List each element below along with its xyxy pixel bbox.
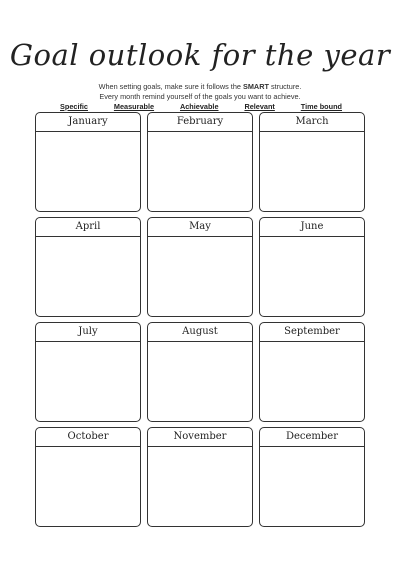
subtitle-text-end: structure. [268, 82, 302, 91]
month-label: October [36, 428, 140, 447]
smart-measurable: Measurable [113, 102, 155, 111]
month-box-december[interactable] [259, 427, 365, 527]
smart-relevant: Relevant [244, 102, 275, 111]
month-box-march[interactable] [259, 112, 365, 212]
month-label: March [260, 113, 364, 132]
month-box-june[interactable] [259, 217, 365, 317]
smart-criteria [60, 102, 342, 112]
month-label: May [148, 218, 252, 237]
month-box-september[interactable] [259, 322, 365, 422]
month-grid [35, 112, 365, 527]
month-label: November [148, 428, 252, 447]
month-box-january[interactable] [35, 112, 141, 212]
month-box-august[interactable] [147, 322, 253, 422]
subtitle-text: When setting goals, make sure it follows the [98, 82, 243, 91]
month-box-october[interactable] [35, 427, 141, 527]
month-label: April [36, 218, 140, 237]
month-label: August [148, 323, 252, 342]
month-label: June [260, 218, 364, 237]
month-box-november[interactable] [147, 427, 253, 527]
smart-specific: Specific [60, 102, 88, 111]
subtitle-line-2: Every month remind yourself of the goals you want to achieve. [99, 92, 301, 101]
smart-emphasis: SMART [242, 82, 269, 91]
month-box-july[interactable] [35, 322, 141, 422]
subtitle-line-1 [0, 82, 400, 91]
month-label: July [36, 323, 140, 342]
month-label: September [260, 323, 364, 342]
month-box-may[interactable] [147, 217, 253, 317]
month-label: December [260, 428, 364, 447]
month-box-february[interactable] [147, 112, 253, 212]
smart-time-bound: Time bound [300, 102, 342, 111]
page-title: Goal outlook for the year [9, 38, 391, 72]
smart-achievable: Achievable [179, 102, 219, 111]
month-label: February [148, 113, 252, 132]
month-label: January [36, 113, 140, 132]
month-box-april[interactable] [35, 217, 141, 317]
